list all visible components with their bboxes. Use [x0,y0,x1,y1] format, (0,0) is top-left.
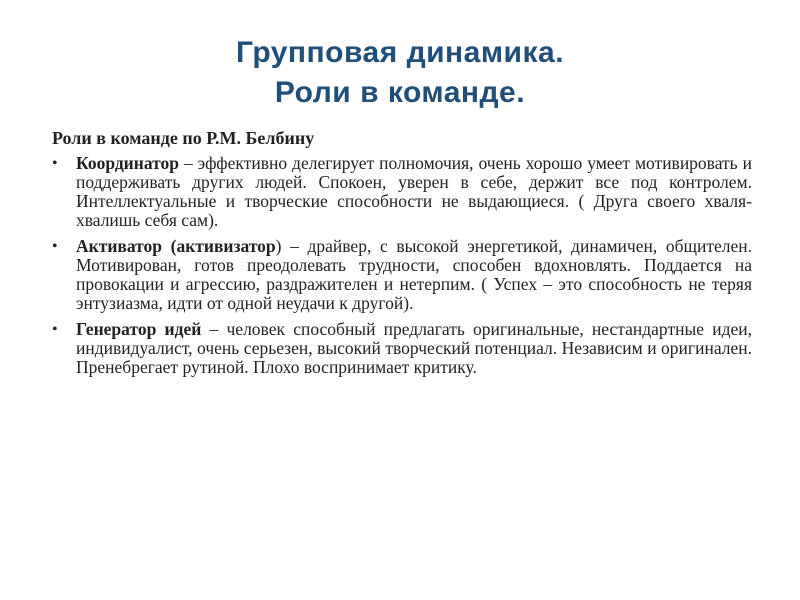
bullet-icon: • [52,321,58,338]
slide-title-line-2: Роли в команде. [274,76,526,109]
list-item-idea-generator [52,320,752,377]
slide-title-line-1: Групповая динамика. [235,36,565,69]
section-subtitle: Роли в команде по Р.М. Белбину [52,128,315,148]
role-term: Генератор идей [76,319,202,339]
list-item-activator [52,237,752,313]
slide-title [0,33,800,113]
bullet-icon: • [52,155,58,172]
bullet-icon: • [52,238,58,255]
role-description: – человек способный предлагать оригинальные, нестандартные идеи, индивидуалист, очень серьезен, высокий творческий потенциал. Независим и оригинален. Пренебрегает рутиной. Плохо воспринимает критику. [76,319,752,377]
role-description: ) – драйвер, с высокой энергетикой, динамичен, общителен. Мотивирован, готов преодолевать трудности, способен вдохновлять. Поддается на провокации и агрессию, раздражителен и нетерпим. ( Успех – это способность не теряя энтузиазма, идти от одной неудачи к другой). [76,236,752,313]
slide-body [52,126,752,384]
list-item-coordinator [52,154,752,230]
role-description: – эффективно делегирует полномочия, очень хорошо умеет мотивировать и поддерживать других людей. Спокоен, уверен в себе, держит все под контролем. Интеллектуальные и творческие способности не выдающиеся. ( Друга своего хваля-хвалишь себя сам). [76,153,752,230]
role-term: Активатор (активизатор [76,236,276,256]
roles-list [52,154,752,377]
role-term: Координатор [76,153,179,173]
